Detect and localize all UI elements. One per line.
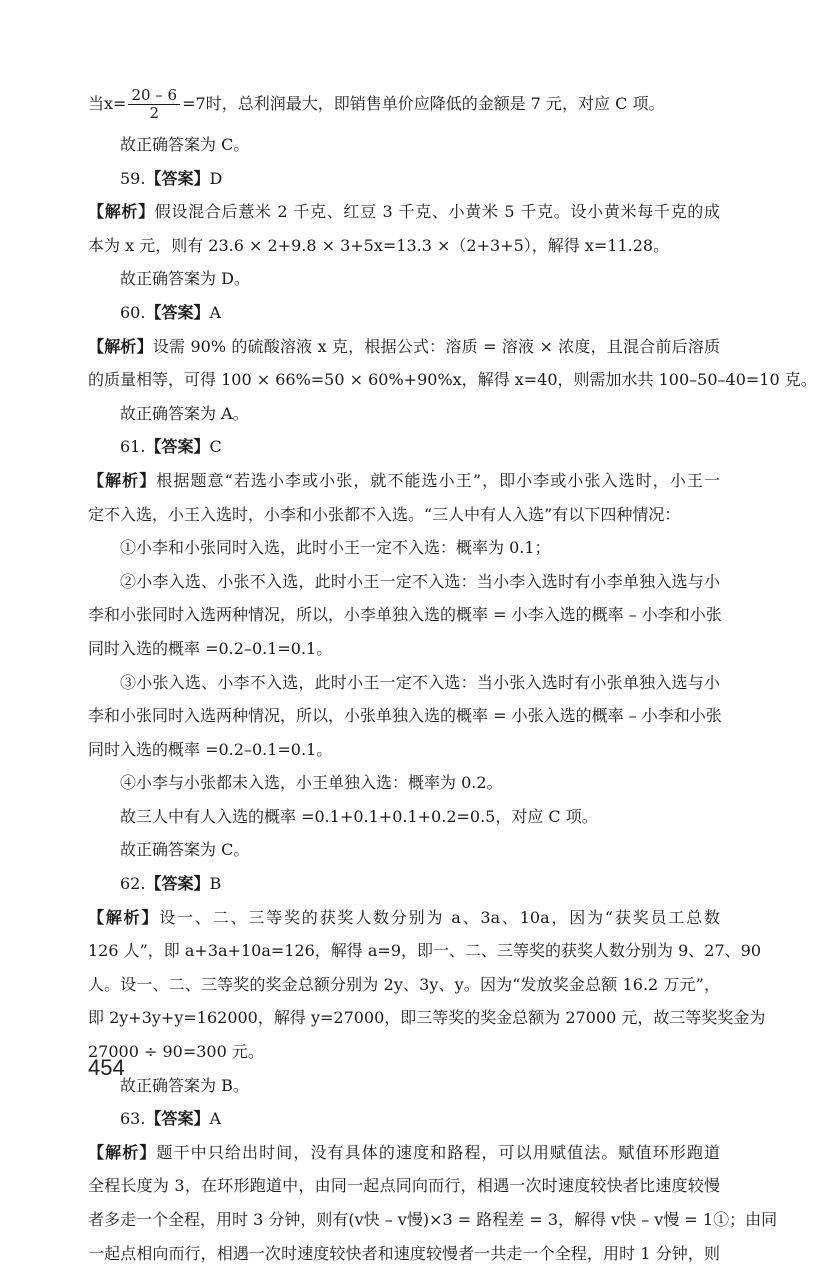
answer-label: 【答案】 [145, 302, 210, 322]
q59-conclusion: 故正确答案为 D。 [120, 269, 250, 289]
q58-fraction-numerator: 20 – 6 [128, 87, 180, 105]
q62-answer [88, 867, 720, 901]
q63-analysis-line-2: 全程长度为 3，在环形跑道中，由同一起点同向而行，相遇一次时速度较快者比速度较慢 [88, 1176, 720, 1196]
analysis-label: 【解析】 [88, 336, 153, 356]
q63-analysis-line-1 [88, 1136, 720, 1170]
q59-answer-letter: D [209, 168, 223, 188]
answer-label: 【答案】 [145, 874, 210, 894]
q61-conclusion: 故正确答案为 C。 [120, 840, 250, 860]
q61-answer-letter: C [209, 437, 222, 457]
q61-case-3-line-2: 李和小张同时入选两种情况，所以，小张单独入选的概率 = 小张入选的概率 – 小李和小张 [88, 706, 722, 726]
q61-case-2-line-1: ②小李入选、小张不入选，此时小王一定不入选：当小李入选时有小李单独入选与小 [120, 571, 720, 591]
q60-analysis-line-2: 的质量相等，可得 100 × 66%=50 × 60%+90%x，解得 x=40，则需加水共 100–50–40=10 克。 [88, 370, 817, 390]
page-number: 454 [88, 1055, 125, 1080]
q62-answer-letter: B [209, 874, 222, 894]
q61-case-1: ①小李和小张同时入选，此时小王一定不入选：概率为 0.1； [120, 538, 551, 558]
q61-analysis-line-2: 定不入选，小王入选时，小李和小张都不入选。“三人中有人入选”有以下四种情况： [88, 504, 681, 524]
analysis-label: 【解析】 [88, 470, 157, 490]
page-content [88, 80, 817, 1270]
q61-case-3-line-1: ③小张入选、小李不入选，此时小王一定不入选：当小张入选时有小张单独入选与小 [120, 672, 720, 692]
q63-analysis-line-4: 一起点相向而行，相遇一次时速度较快者和速度较慢者一共走一个全程，用时 1 分钟，则 [88, 1243, 720, 1263]
q58-conclusion: 故正确答案为 C。 [120, 135, 250, 154]
analysis-label: 【解析】 [88, 202, 155, 222]
q63-answer [88, 1102, 720, 1136]
q61-answer [88, 430, 720, 464]
analysis-label: 【解析】 [88, 907, 160, 927]
answer-label: 【答案】 [145, 168, 210, 188]
answer-label: 【答案】 [145, 1109, 210, 1129]
q58-fraction [128, 87, 180, 122]
q58-prefix: 当x= [88, 94, 127, 113]
q59-answer [88, 162, 720, 196]
q61-number: 61. [120, 437, 146, 457]
q58-suffix: =7时，总利润最大，即销售单价应降低的金额是 7 元，对应 C 项。 [182, 94, 665, 113]
answer-label: 【答案】 [145, 437, 210, 457]
q62-analysis-line-4: 即 2y+3y+y=162000，解得 y=27000，即三等奖的奖金总额为 27000 元，故三等奖奖金为 [88, 1008, 766, 1028]
analysis-label: 【解析】 [88, 1142, 157, 1162]
q63-answer-letter: A [209, 1109, 222, 1129]
q62-analysis-line-1 [88, 901, 720, 935]
q62-number: 62. [120, 874, 146, 894]
q63-analysis-line-3: 者多走一个全程，用时 3 分钟，则有(v快 – v慢)×3 = 路程差 = 3，解得 v快 – v慢 = 1①；由同 [88, 1210, 778, 1229]
q63-number: 63. [120, 1109, 146, 1129]
q62-analysis-line-5: 27000 ÷ 90=300 元。 [88, 1042, 264, 1062]
q58-fraction-denominator: 2 [149, 104, 160, 122]
q61-analysis-text-1: 根据题意“若选小李或小张，就不能选小王”，即小李或小张入选时，小王一 [156, 470, 720, 490]
q59-analysis-line-2: 本为 x 元，则有 23.6 × 2+9.8 × 3+5x=13.3 ×（2+3+5），解得 x=11.28。 [88, 235, 670, 255]
q58-formula-line [88, 80, 720, 128]
q61-summary: 故三人中有人入选的概率 =0.1+0.1+0.1+0.2=0.5，对应 C 项。 [120, 806, 598, 826]
q62-analysis-line-3: 人。设一、二、三等奖的奖金总额分别为 2y、3y、y。因为“发放奖金总额 16.2 万元”， [88, 974, 720, 994]
q62-conclusion: 故正确答案为 B。 [120, 1075, 249, 1095]
q60-answer [88, 296, 720, 330]
q60-conclusion: 故正确答案为 A。 [120, 403, 249, 423]
q63-analysis-text-1: 题干中只给出时间，没有具体的速度和路程，可以用赋值法。赋值环形跑道 [156, 1142, 720, 1162]
q61-case-2-line-3: 同时入选的概率 =0.2–0.1=0.1。 [88, 638, 333, 658]
q59-analysis-text-1: 假设混合后薏米 2 千克、红豆 3 千克、小黄米 5 千克。设小黄米每千克的成 [154, 202, 720, 222]
q60-analysis-text-1: 设需 90% 的硫酸溶液 x 克，根据公式：溶质 = 溶液 × 浓度，且混合前后溶质 [152, 336, 720, 356]
q59-number: 59. [120, 168, 146, 188]
q60-number: 60. [120, 302, 146, 322]
q61-case-2-line-2: 李和小张同时入选两种情况，所以，小李单独入选的概率 = 小李入选的概率 – 小李和小张 [88, 605, 722, 625]
q59-analysis-line-1 [88, 195, 720, 229]
q60-analysis-line-1 [88, 330, 720, 364]
q62-analysis-line-2: 126 人”，即 a+3a+10a=126，解得 a=9，即一、二、三等奖的获奖人数分别为 9、27、90 [88, 941, 762, 961]
q61-case-4: ④小李与小张都未入选，小王单独入选：概率为 0.2。 [120, 773, 503, 793]
q61-analysis-line-1 [88, 464, 720, 498]
q60-answer-letter: A [209, 302, 222, 322]
q61-case-3-line-3: 同时入选的概率 =0.2–0.1=0.1。 [88, 739, 333, 759]
q62-analysis-text-1: 设一、二、三等奖的获奖人数分别为 a、3a、10a，因为“获奖员工总数 [159, 907, 720, 927]
